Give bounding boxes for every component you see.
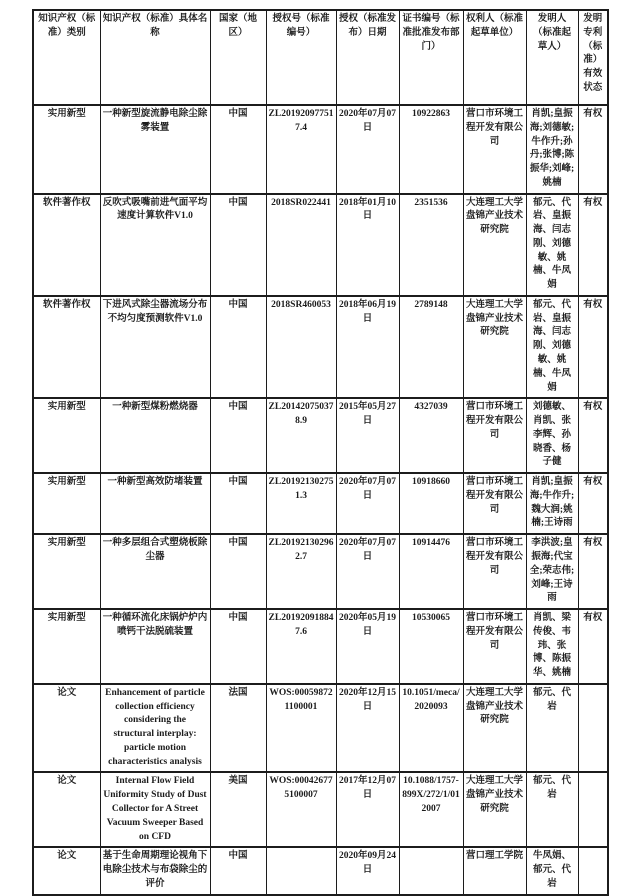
cell-ip-type: 软件著作权 — [33, 296, 100, 398]
cell-inventors: 郁元、代岩、皇振海、闫志刚、刘德敏、姚楠、牛凤娟 — [526, 296, 578, 398]
cell-cert-no: 2789148 — [399, 296, 463, 398]
cell-rights-holder: 营口市环境工程开发有限公司 — [463, 473, 526, 534]
header-cert-no: 证书编号（标准批准发布部门） — [399, 10, 463, 105]
cell-auth-no: WOS:000598721100001 — [266, 684, 336, 773]
table-row — [33, 609, 608, 684]
cell-inventors: 肖凯;皇振海;刘德敏;牛作升;孙丹;张博;陈振华;刘峰;姚楠 — [526, 105, 578, 194]
cell-country: 中国 — [210, 609, 266, 684]
cell-ip-type: 实用新型 — [33, 473, 100, 534]
cell-ip-name: 下进风式除尘器流场分布不均匀度预测软件V1.0 — [100, 296, 210, 398]
cell-ip-type: 论文 — [33, 772, 100, 847]
header-ip-name: 知识产权（标准）具体名称 — [100, 10, 210, 105]
table-row — [33, 296, 608, 398]
cell-ip-name: 一种新型高效防堵装置 — [100, 473, 210, 534]
table-row — [33, 534, 608, 609]
cell-cert-no: 10.1088/1757-899X/272/1/012007 — [399, 772, 463, 847]
cell-ip-name: 一种新型旋流静电除尘除雾装置 — [100, 105, 210, 194]
cell-auth-no: 2018SR022441 — [266, 194, 336, 296]
table-row — [33, 194, 608, 296]
cell-rights-holder: 大连理工大学盘锦产业技术研究院 — [463, 194, 526, 296]
cell-inventors: 李洪波;皇振海;代宝全;荣志伟;刘峰;王诗雨 — [526, 534, 578, 609]
cell-country: 法国 — [210, 684, 266, 773]
cell-auth-date: 2020年09月24日 — [336, 847, 399, 895]
cell-cert-no: 10914476 — [399, 534, 463, 609]
cell-status: 有权 — [578, 609, 608, 684]
cell-ip-type: 实用新型 — [33, 398, 100, 473]
cell-inventors: 牛凤娟、郁元、代岩 — [526, 847, 578, 895]
cell-status — [578, 772, 608, 847]
cell-inventors: 刘德敏、肖凯、张李辉、孙晓香、杨子健 — [526, 398, 578, 473]
table-row — [33, 473, 608, 534]
cell-country: 中国 — [210, 296, 266, 398]
cell-status: 有权 — [578, 194, 608, 296]
cell-ip-name: Internal Flow Field Uniformity Study of Dust Collector for A Street Vacuum Sweeper Based on CFD — [100, 772, 210, 847]
cell-inventors: 郁元、代岩、皇振海、闫志刚、刘德敏、姚楠、牛凤娟 — [526, 194, 578, 296]
cell-ip-name: 一种多层组合式塑烧板除尘器 — [100, 534, 210, 609]
header-ip-type: 知识产权（标准）类别 — [33, 10, 100, 105]
cell-country: 中国 — [210, 398, 266, 473]
cell-country: 中国 — [210, 847, 266, 895]
cell-rights-holder: 营口市环境工程开发有限公司 — [463, 609, 526, 684]
cell-status: 有权 — [578, 473, 608, 534]
cell-ip-type: 论文 — [33, 847, 100, 895]
cell-auth-date: 2020年05月19日 — [336, 609, 399, 684]
cell-ip-name: 反吹式吸嘴前进气面平均速度计算软件V1.0 — [100, 194, 210, 296]
cell-status: 有权 — [578, 534, 608, 609]
cell-auth-date: 2018年01月10日 — [336, 194, 399, 296]
cell-ip-name: 一种循环流化床锅炉炉内喷钙干法脱硫装置 — [100, 609, 210, 684]
cell-auth-no: ZL201921302962.7 — [266, 534, 336, 609]
cell-cert-no: 10.1051/meca/2020093 — [399, 684, 463, 773]
cell-status: 有权 — [578, 296, 608, 398]
cell-status: 有权 — [578, 105, 608, 194]
cell-ip-type: 软件著作权 — [33, 194, 100, 296]
cell-country: 中国 — [210, 473, 266, 534]
cell-ip-type: 论文 — [33, 684, 100, 773]
cell-auth-no: ZL201921302751.3 — [266, 473, 336, 534]
cell-cert-no: 10918660 — [399, 473, 463, 534]
cell-rights-holder: 大连理工大学盘锦产业技术研究院 — [463, 296, 526, 398]
cell-inventors: 郁元、代岩 — [526, 684, 578, 773]
cell-rights-holder: 大连理工大学盘锦产业技术研究院 — [463, 772, 526, 847]
table-row — [33, 772, 608, 847]
cell-cert-no — [399, 847, 463, 895]
cell-ip-name: 基于生命周期理论视角下电除尘技术与布袋除尘的评价 — [100, 847, 210, 895]
cell-auth-no: 2018SR460053 — [266, 296, 336, 398]
cell-cert-no: 10530065 — [399, 609, 463, 684]
cell-rights-holder: 营口市环境工程开发有限公司 — [463, 105, 526, 194]
cell-ip-name: 一种新型煤粉燃烧器 — [100, 398, 210, 473]
cell-status — [578, 684, 608, 773]
header-auth-date: 授权（标准发布）日期 — [336, 10, 399, 105]
cell-auth-date: 2015年05月27日 — [336, 398, 399, 473]
header-status: 发明专利（标准）有效状态 — [578, 10, 608, 105]
cell-rights-holder: 营口市环境工程开发有限公司 — [463, 398, 526, 473]
cell-auth-no — [266, 847, 336, 895]
cell-auth-date: 2018年06月19日 — [336, 296, 399, 398]
table-row — [33, 684, 608, 773]
cell-status: 有权 — [578, 398, 608, 473]
cell-auth-no: ZL201420750378.9 — [266, 398, 336, 473]
cell-country: 中国 — [210, 534, 266, 609]
cell-auth-no: ZL201920977517.4 — [266, 105, 336, 194]
header-inventors: 发明人（标准起草人） — [526, 10, 578, 105]
table-row — [33, 847, 608, 895]
cell-rights-holder: 营口市环境工程开发有限公司 — [463, 534, 526, 609]
cell-ip-type: 实用新型 — [33, 534, 100, 609]
cell-country: 中国 — [210, 105, 266, 194]
cell-auth-date: 2020年12月15日 — [336, 684, 399, 773]
cell-country: 美国 — [210, 772, 266, 847]
header-rights-holder: 权利人（标准起草单位） — [463, 10, 526, 105]
cell-cert-no: 4327039 — [399, 398, 463, 473]
cell-cert-no: 2351536 — [399, 194, 463, 296]
cell-inventors: 肖凯、梁传俊、韦玮、张博、陈振华、姚楠 — [526, 609, 578, 684]
header-country: 国家（地区） — [210, 10, 266, 105]
cell-inventors: 郁元、代岩 — [526, 772, 578, 847]
cell-rights-holder: 大连理工大学盘锦产业技术研究院 — [463, 684, 526, 773]
cell-ip-type: 实用新型 — [33, 105, 100, 194]
cell-status — [578, 847, 608, 895]
cell-ip-type: 实用新型 — [33, 609, 100, 684]
cell-auth-no: ZL201920918847.6 — [266, 609, 336, 684]
cell-auth-date: 2017年12月07日 — [336, 772, 399, 847]
cell-auth-no: WOS:000426775100007 — [266, 772, 336, 847]
cell-cert-no: 10922863 — [399, 105, 463, 194]
cell-country: 中国 — [210, 194, 266, 296]
cell-rights-holder: 营口理工学院 — [463, 847, 526, 895]
cell-auth-date: 2020年07月07日 — [336, 105, 399, 194]
ip-rights-table — [32, 9, 609, 896]
cell-auth-date: 2020年07月07日 — [336, 473, 399, 534]
header-auth-no: 授权号（标准编号） — [266, 10, 336, 105]
cell-inventors: 肖凯;皇振海;牛作升;魏大润;姚楠;王诗雨 — [526, 473, 578, 534]
table-row — [33, 398, 608, 473]
table-row — [33, 105, 608, 194]
cell-auth-date: 2020年07月07日 — [336, 534, 399, 609]
cell-ip-name: Enhancement of particle collection efficiency considering the structural interplay: particle motion characteristics analysis — [100, 684, 210, 773]
header-row — [33, 10, 608, 105]
